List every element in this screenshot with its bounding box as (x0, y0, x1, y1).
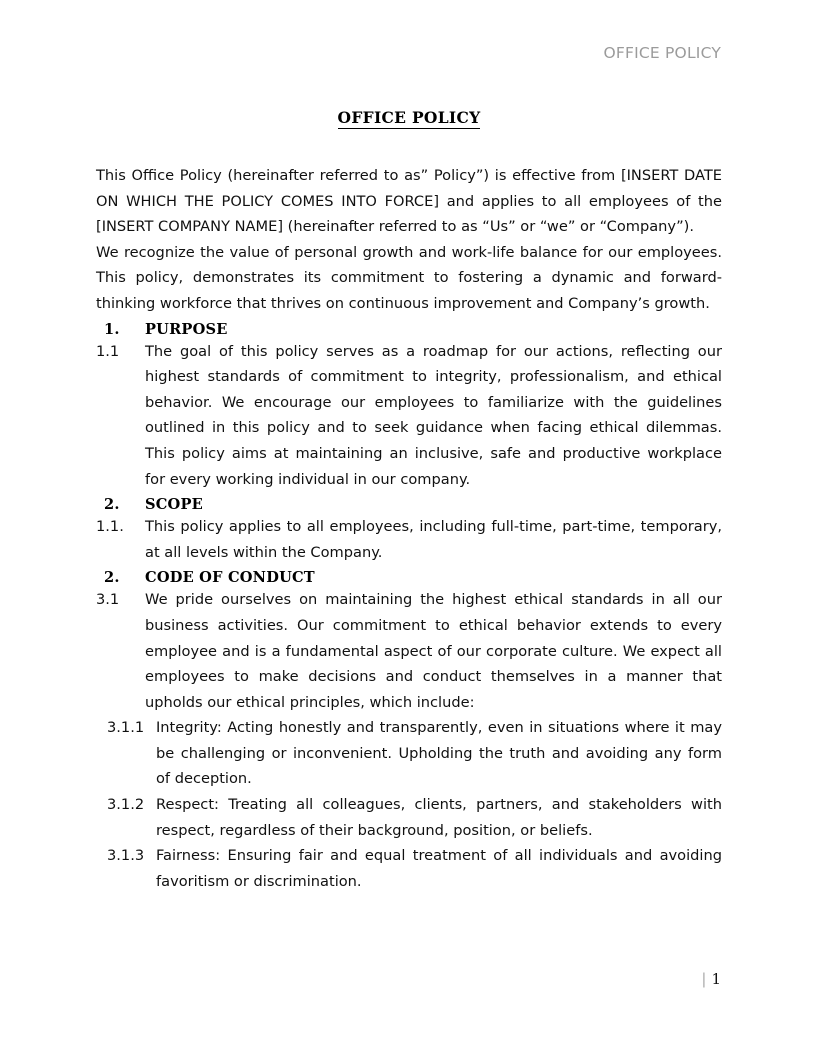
clause-text: We pride ourselves on maintaining the highest ethical standards in all our business activities. Our commitment to ethical behavior extends to every employee and is a fundamental aspect of our corporate culture. We expect all employees to make decisions and conduct themselves in a manner that upholds our ethical principles, which include: (145, 591, 722, 711)
intro-paragraph-1: This Office Policy (hereinafter referred to as” Policy”) is effective from [INSERT DATE ON WHICH THE POLICY COMES INTO FORCE] and applies to all employees of the [INSERT COMPANY NAME] (hereinafter referred to as “Us” or “we” or “Company”). (96, 167, 722, 236)
section-number: 2. (104, 496, 120, 514)
section-number: 2. (104, 569, 120, 587)
page-footer (96, 970, 721, 988)
subclause-number: 3.1.1 (107, 719, 145, 737)
subclause-text: Fairness: Ensuring fair and equal treatment of all individuals and avoiding favoritism or discrimination. (156, 847, 722, 890)
subclause-text: Respect: Treating all colleagues, clients, partners, and stakeholders with respect, regardless of their background, position, or beliefs. (156, 796, 722, 839)
clause-3-1 (96, 587, 722, 715)
section-heading-purpose (96, 321, 722, 338)
subclause-number: 3.1.3 (107, 847, 145, 865)
clause-number: 3.1 (96, 591, 120, 609)
clause-text: The goal of this policy serves as a roadmap for our actions, reflecting our highest standards of commitment to integrity, professionalism, and ethical behavior. We encourage our employees to familiarize with the guidelines outlined in this policy and to seek guidance when facing ethical dilemmas. This policy aims at maintaining an inclusive, safe and productive workplace for every working individual in our company. (145, 342, 722, 488)
subclause-3-1-3 (96, 843, 722, 894)
intro-paragraph-2: We recognize the value of personal growth and work-life balance for our employees. This policy, demonstrates its commitment to fostering a dynamic and forward-thinking workforce that thrives on continuous improvement and Company’s growth. (96, 243, 722, 312)
section-title: PURPOSE (145, 320, 228, 338)
section-heading-scope (96, 496, 722, 513)
page-number: 1 (711, 970, 721, 988)
subclause-text: Integrity: Acting honestly and transparently, even in situations where it may be challenging or inconvenient. Upholding the truth and avoiding any form of deception. (156, 719, 722, 788)
page-title-text: OFFICE POLICY (337, 108, 481, 127)
section-heading-code-of-conduct (96, 569, 722, 586)
running-header (96, 44, 721, 63)
clause-number: 1.1 (96, 342, 120, 360)
clause-scope-1-1 (96, 514, 722, 565)
section-title: CODE OF CONDUCT (145, 569, 315, 587)
clause-number: 1.1. (96, 518, 124, 536)
running-header-text: OFFICE POLICY (603, 44, 721, 62)
footer-separator: | (701, 970, 707, 988)
section-title: SCOPE (145, 496, 203, 514)
page-title (96, 108, 722, 127)
document-body (96, 108, 722, 894)
subclause-3-1-1 (96, 715, 722, 792)
subclause-3-1-2 (96, 792, 722, 843)
clause-1-1 (96, 339, 722, 493)
section-number: 1. (104, 320, 120, 338)
subclause-number: 3.1.2 (107, 796, 145, 814)
clause-text: This policy applies to all employees, including full-time, part-time, temporary, at all levels within the Company. (145, 518, 722, 561)
